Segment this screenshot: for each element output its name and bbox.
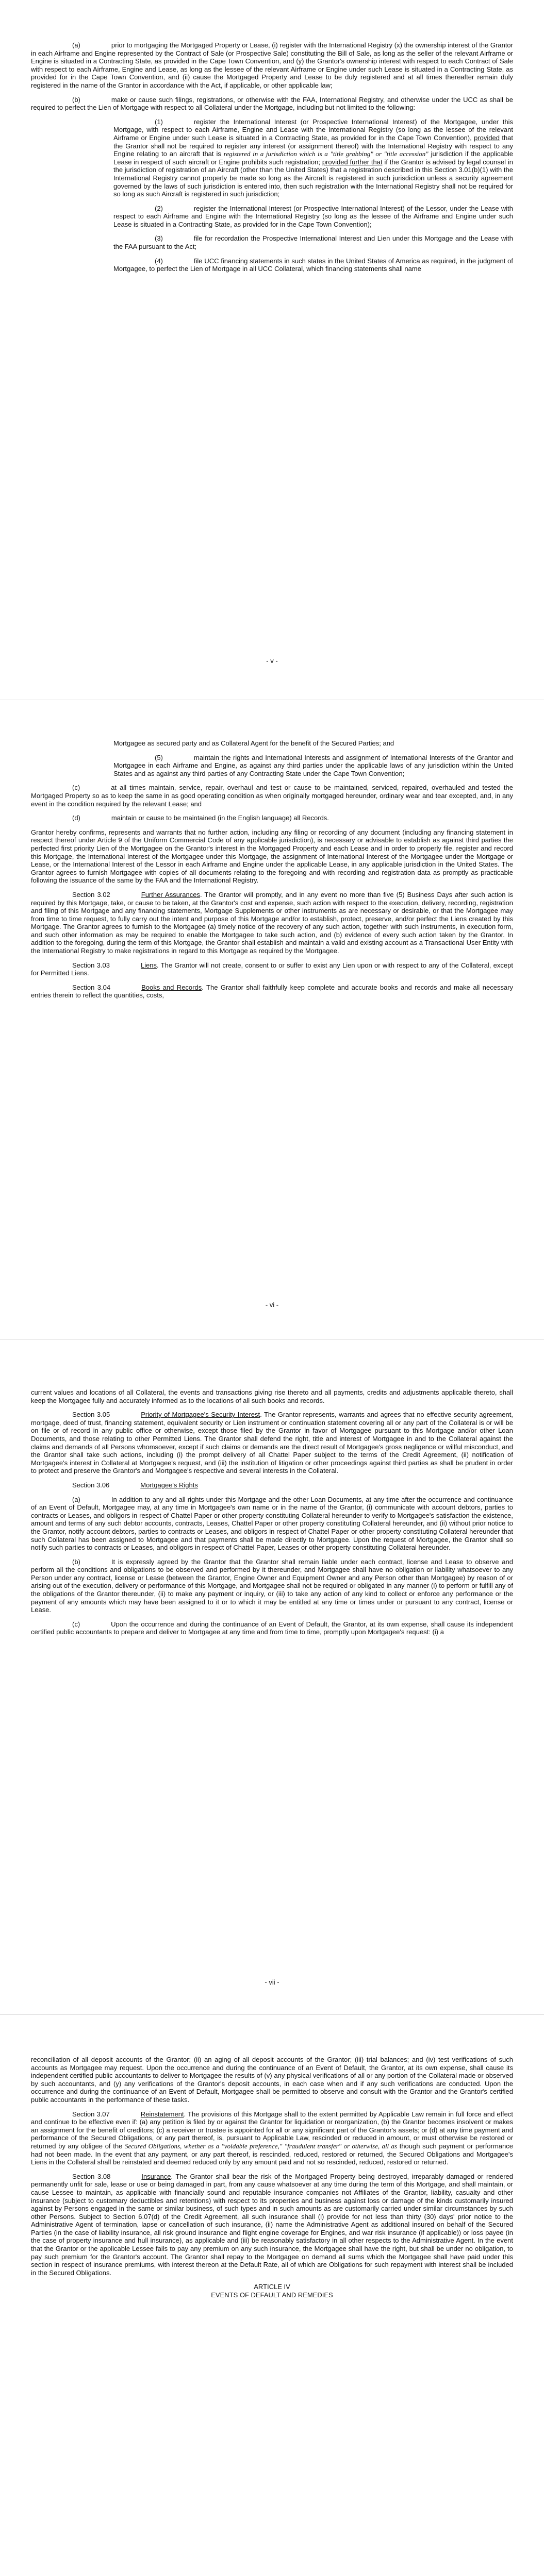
clause-3-01-b-4: (4) file UCC financing statements in such states in the United States of America as required, in the judgment of Mortgagee, to perfect the Lien of Mortgage in all UCC Collateral, which financing statements shall name	[113, 257, 513, 273]
page-number: - vi -	[265, 1301, 279, 1309]
page-number: - vii -	[265, 1978, 279, 1986]
clause-3-01-a: (a) prior to mortgaging the Mortgaged Property or Lease, (i) register with the International Registry (x) the ownership interest of the Grantor in each Airframe and Engine represented by the Contract of Sale (or Prospective Sale) constituting the Bill of Sale, as long as the seller of the relevant Airframe or Engine is situated in a Contracting State, as provided in the Cape Town Convention, and (y) the Grantor's ownership interest with respect to each Contract of Sale with respect to each Airframe, Engine and Lease, as long as the lessee of the relevant Airframe or Engine under such Lease is situated in a Contracting State, as provided for in the Cape Town Convention, and (ii) cause the Mortgaged Property and Lease to be duly registered and at all times thereafter remain duly registered in the name of the Grantor in accordance with the Act, if applicable, or other applicable law;	[31, 41, 513, 89]
clause-3-01-c: (c) at all times maintain, service, repair, overhaul and test or cause to be maintained, serviced, repaired, overhauled and tested the Mortgaged Property so as to keep the same in as good operating condition as when originally mortgaged hereunder, ordinary wear and tear excepted, and, in any event in the condition required by the relevant Lease; and	[31, 784, 513, 808]
page-1	[31, 41, 513, 279]
section-title: Reinstatement	[140, 2110, 184, 2118]
section-3-04: Section 3.04 Books and Records. The Grantor shall faithfully keep complete and accurate books and records and make all necessary entries therein to reflect the quantities, costs,	[31, 983, 514, 999]
section-3-05: Section 3.05 Priority of Mortgagee's Security Interest. The Grantor represents, warrants and agrees that no effective security agreement, mortgage, deed of trust, financing statement, equivalent security or Lien instrument or continuation statement covering all or any part of the Collateral is or will be on file or of record in any public office or otherwise, except those filed by the Grantor in favor of Mortgagee pursuant to this Mortgage and/or other Loan Documents, and those relating to other Permitted Liens. The Grantor shall defend the right, title and interest of Mortgagee in and to the Collateral against the claims and demands of all Persons whomsoever, except if such claims or demands are the direct result of Mortgagee's gross negligence or willful misconduct, and the Grantor shall take such actions, including (i) the prompt delivery of all Chattel Paper subject to the terms of the Credit Agreement, (ii) notification of Mortgagee's interest in Collateral at Mortgagee's request, and (iii) the institution of litigation or other proceedings against third parties as shall be prudent in order to protect and preserve the Grantor's and Mortgagee's respective and several interests in the Collateral.	[31, 1411, 513, 1475]
page-2	[31, 739, 513, 1006]
section-title: Mortgagee's Rights	[140, 1481, 198, 1489]
section-title: Priority of Mortgagee's Security Interest	[141, 1411, 260, 1419]
section-3-06: Section 3.06 Mortgagee's Rights	[72, 1481, 198, 1489]
section-title: Liens	[140, 961, 157, 969]
clause-3-06-a: (a) In addition to any and all rights under this Mortgage and the other Loan Documents, at any time after the occurrence and continuance of an Event of Default, Mortgagee may, at any time in Mortgagee's own name or in the name of the Grantor, (i) communicate with account debtors, parties to contracts or Leases, and obligors in respect of Chattel Paper or other property constituting Collateral hereunder to verify to Mortgagee's satisfaction the existence, amount and terms of any such debtor accounts, contracts, Leases, Chattel Paper or other property constituting Collateral hereunder, and (ii) without prior notice to the Grantor, notify account debtors, parties to contracts or Leases, and obligors in respect of Chattel Paper or other property constituting Collateral hereunder that such Collateral has been assigned to Mortgagee and that payments shall be made directly to Mortgagee. Upon the request of Mortgagee, the Grantor shall so notify such parties to contracts or Leases, and obligors in respect of Chattel Paper, Leases or other property constituting Collateral hereunder.	[31, 1495, 513, 1552]
clause-continuation: Mortgagee as secured party and as Collateral Agent for the benefit of the Secured Parties; and	[113, 739, 394, 747]
clause-continuation: reconciliation of all deposit accounts of the Grantor; (ii) an aging of all deposit accounts of the Grantor; (iii) trial balances; and (iv) test verifications of such accounts as Mortgagee may request. Upon the occurrence and during the continuance of an Event of Default, the Grantor, at its own expense, shall cause its independent certified public accountants to deliver to Mortgagee the results of (v) any physical verifications of all or any portion of the Collateral made or observed by such accountants, and (y) any verifications of the Grantor's deposit accounts, in each case when and if any such verifications are conducted. Upon the occurrence and during the continuance of an Event of Default, Mortgagee shall be permitted to observe and consult with the Grantor and the Grantor's certified public accountants in the performance of these tasks.	[31, 2056, 513, 2104]
clause-3-01-b: (b) make or cause such filings, registrations, or otherwise with the FAA, International Registry, and otherwise under the UCC as shall be required to perfect the Lien of Mortgage with respect to all Collateral under the Mortgage, including but not limited to the following:	[31, 95, 513, 112]
article-heading: ARTICLE IV	[254, 2283, 290, 2291]
section-3-02: Section 3.02 Further Assurances. The Grantor will promptly, and in any event no more than five (5) Business Days after such action is required by this Mortgage, take, or cause to be taken, at the Grantor's cost and expense, such action with respect to the execution, delivery, recording, registration and filing of this Mortgage and any financing statements, Mortgage Supplements or other instruments as are necessary or desirable, or that the Mortgagee may from time to time request, to fully carry out the intent and purpose of this Mortgage and/or to establish, protect, preserve, and/or perfect the Liens created by this Mortgage. The Grantor agrees to furnish to the Mortgagee (a) timely notice of the recovery of any such action, together with such instruments, in execution form, and such other information as may be required to enable the Mortgagee to take such action, and (b) evidence of every such action taken by the Grantor. In addition to the foregoing, during the term of this Mortgage, the Grantor shall establish and maintain a valid and existing account as a Transactional User Entity with the International Registry to make registrations in regard to this Mortgage as required by the Mortgagee.	[31, 890, 513, 955]
section-3-07: Section 3.07 Reinstatement. The provisions of this Mortgage shall to the extent permitted by Applicable Law remain in full force and effect and continue to be effective even if: (a) any petition is filed by or against the Grantor for liquidation or reorganization, (b) the Grantor becomes insolvent or makes an assignment for the benefit of creditors; (c) a receiver or trustee is appointed for all or any significant part of the Grantor's assets; or (d) at any time payment and performance of the Secured Obligations, or any part thereof, is, pursuant to Applicable Law, rescinded or reduced in amount, or must otherwise be restored or returned by any obligee of the Secured Obligations, whether as a "voidable preference," "fraudulent transfer" or otherwise, all as though such payment or performance had not been made. In the event that any payment, or any part thereof, is rescinded, reduced, restored or returned, the Secured Obligations and Mortgagee's Liens in the Collateral shall be reinstated and deemed reduced only by any amount paid and not so rescinded, reduced, restored or returned.	[31, 2110, 513, 2166]
representation-paragraph: Grantor hereby confirms, represents and warrants that no further action, including any filing or recording of any document (including any financing statement in respect thereof under Article 9 of the Uniform Commercial Code of any applicable jurisdiction), is necessary or advisable to establish as against third parties the perfected first priority Lien of the Mortgagee on the Grantor's interest in the Mortgaged Property and each Lease and in order to properly file, register and record this Mortgage, the International Interest of the Mortgagee under this Mortgage, the assignment of International Interest of the Mortgagee under the Mortgage or Lease, or the International Interest of the Lessor in each Airframe and Engine under the applicable Lease, in any applicable jurisdiction in the United States. The Grantor agrees to furnish Mortgagee with copies of all documents relating to the foregoing and with recording and registration data as promptly as practicable following the issuance of the same by the FAA and the International Registry.	[31, 828, 513, 885]
article-title: EVENTS OF DEFAULT AND REMEDIES	[211, 2291, 333, 2299]
section-title: Insurance	[141, 2172, 171, 2180]
page-divider	[0, 2014, 544, 2015]
clause-3-01-b-5: (5) maintain the rights and International Interests and assignment of International Interests of the Grantor and Mortgagee in each Airframe and Engine, as against any third parties under the applicable laws of any jurisdiction within the United States and as against any third parties of any Contracting State under the Cape Town Convention;	[113, 753, 513, 777]
clause-continuation: current values and locations of all Collateral, the events and transactions giving rise thereto and all payments, credits and adjustments applicable thereto, shall keep the Mortgagee fully and accurately informed as to the locations of all such books and records.	[31, 1388, 513, 1404]
section-3-03: Section 3.03 Liens. The Grantor will not create, consent to or suffer to exist any Lien upon or with respect to any of the Collateral, except for Permitted Liens.	[31, 961, 513, 977]
page-number: - v -	[266, 657, 278, 665]
clause-3-06-b: (b) It is expressly agreed by the Grantor that the Grantor shall remain liable under each contract, license and Lease to observe and perform all the conditions and obligations to be observed and performed by it thereunder, and Mortgagee shall have no obligation or liability whatsoever to any Person under any contract, license or Lease (between the Grantor, Engine Owner and Equipment Owner and any Person other than Mortgagee) by reason of or arising out of the execution, delivery or performance of this Mortgage, and Mortgagee shall not be required or obligated in any manner (i) to perform or fulfill any of the obligations of the Grantor thereunder, (ii) to make any payment or inquiry, or (iii) to take any action of any kind to collect or enforce any performance or the payment of any amounts which may have been assigned to it or to which it may be entitled at any time or times under or pursuant to any contract, license or Lease.	[31, 1557, 513, 1614]
page-3	[31, 1388, 513, 1642]
section-title: Books and Records	[141, 983, 202, 991]
clause-3-01-b-1: (1) register the International Interest (or Prospective International Interest) of the Mortgagee, under this Mortgage, with respect to each Airframe, Engine and Lease with the International Registry (so long as the lessee of the relevant Airframe or Engine under such Lease is situated in a Contracting State, as provided for in the Cape Town Convention), provided that the Grantor shall not be required to register any interest (or assignment thereof) with the International Registry with respect to any Engine relating to an aircraft that is registered in a jurisdiction which is a "title grabbing" or "title accession" jurisdiction if the applicable Lease in respect of such aircraft or Engine prohibits such registration; provided further that if the Grantor is advised by legal counsel in the jurisdiction of registration of an Aircraft (other than the United States) that a registration described in this Section 3.01(b)(1) with the International Registry cannot properly be made so long as the Aircraft is registered in such jurisdiction unless a security agreement governed by the laws of such jurisdiction is entered into, then such registration with the International Registry shall not be required for so long as such Aircraft is registered in such jurisdiction;	[113, 117, 514, 198]
clause-3-01-d: (d) maintain or cause to be maintained (in the English language) all Records.	[72, 814, 329, 822]
section-3-08: Section 3.08 Insurance. The Grantor shall bear the risk of the Mortgaged Property being destroyed, irreparably damaged or rendered permanently unfit for sale, lease or use or being damaged in part, from any cause whatsoever at any time during the term of this Mortgage, and shall maintain, or cause Lessee to maintain, as applicable with financially sound and reputable insurance companies not Affiliates of the Grantor, liability, casualty and other insurance (subject to customary deductibles and retentions) with respect to its properties and business against loss or damage of the kinds customarily insured against by Persons engaged in the same or similar business, of such types and in such amounts as are customarily carried under similar circumstances by such other Persons. Subject to Section 6.07(d) of the Credit Agreement, all such insurance shall (i) provide for not less than thirty (30) days' prior notice to the Administrative Agent of termination, lapse or cancellation of such insurance, (ii) name the Administrative Agent as additional insured on behalf of the Secured Parties (in the case of liability insurance, all risk ground insurance and flight engine coverage for Engines, and war risk insurance (if applicable)) or loss payee (in the case of property insurance and hull insurance), as applicable and (iii) be reasonably satisfactory in all other respects to the Administrative Agent. In the event that the Grantor or the applicable Lessee fails to pay any premium on any such insurance, the Mortgagee shall have the right, but shall be under no obligation, to pay such premium for the Grantor's account. The Grantor shall repay to the Mortgagee on demand all sums which the Mortgagee shall have paid under this section in respect of insurance premiums, with interest thereon at the Default Rate, all of which are Obligations for such repayment with interest shall be included in the Secured Obligations.	[31, 2172, 514, 2277]
clause-3-01-b-3: (3) file for recordation the Prospective International Interest and Lien under this Mortgage and the Lease with the FAA pursuant to the Act;	[113, 234, 513, 251]
page-4	[31, 2056, 513, 2299]
clause-3-06-c: (c) Upon the occurrence and during the continuance of an Event of Default, the Grantor, at its own expense, shall cause its independent certified public accountants to prepare and deliver to Mortgagee at any time and from time to time, promptly upon Mortgagee's request: (i) a	[31, 1620, 513, 1636]
section-title: Further Assurances	[141, 890, 200, 899]
clause-3-01-b-2: (2) register the International Interest (or Prospective International Interest) of the Lessor, under the Lease with respect to each Airframe and Engine with the International Registry (so long as the lessee of the Airframe and Engine under such Lease is situated in a Contracting State, as provided for in the Cape Town Convention);	[113, 204, 513, 228]
